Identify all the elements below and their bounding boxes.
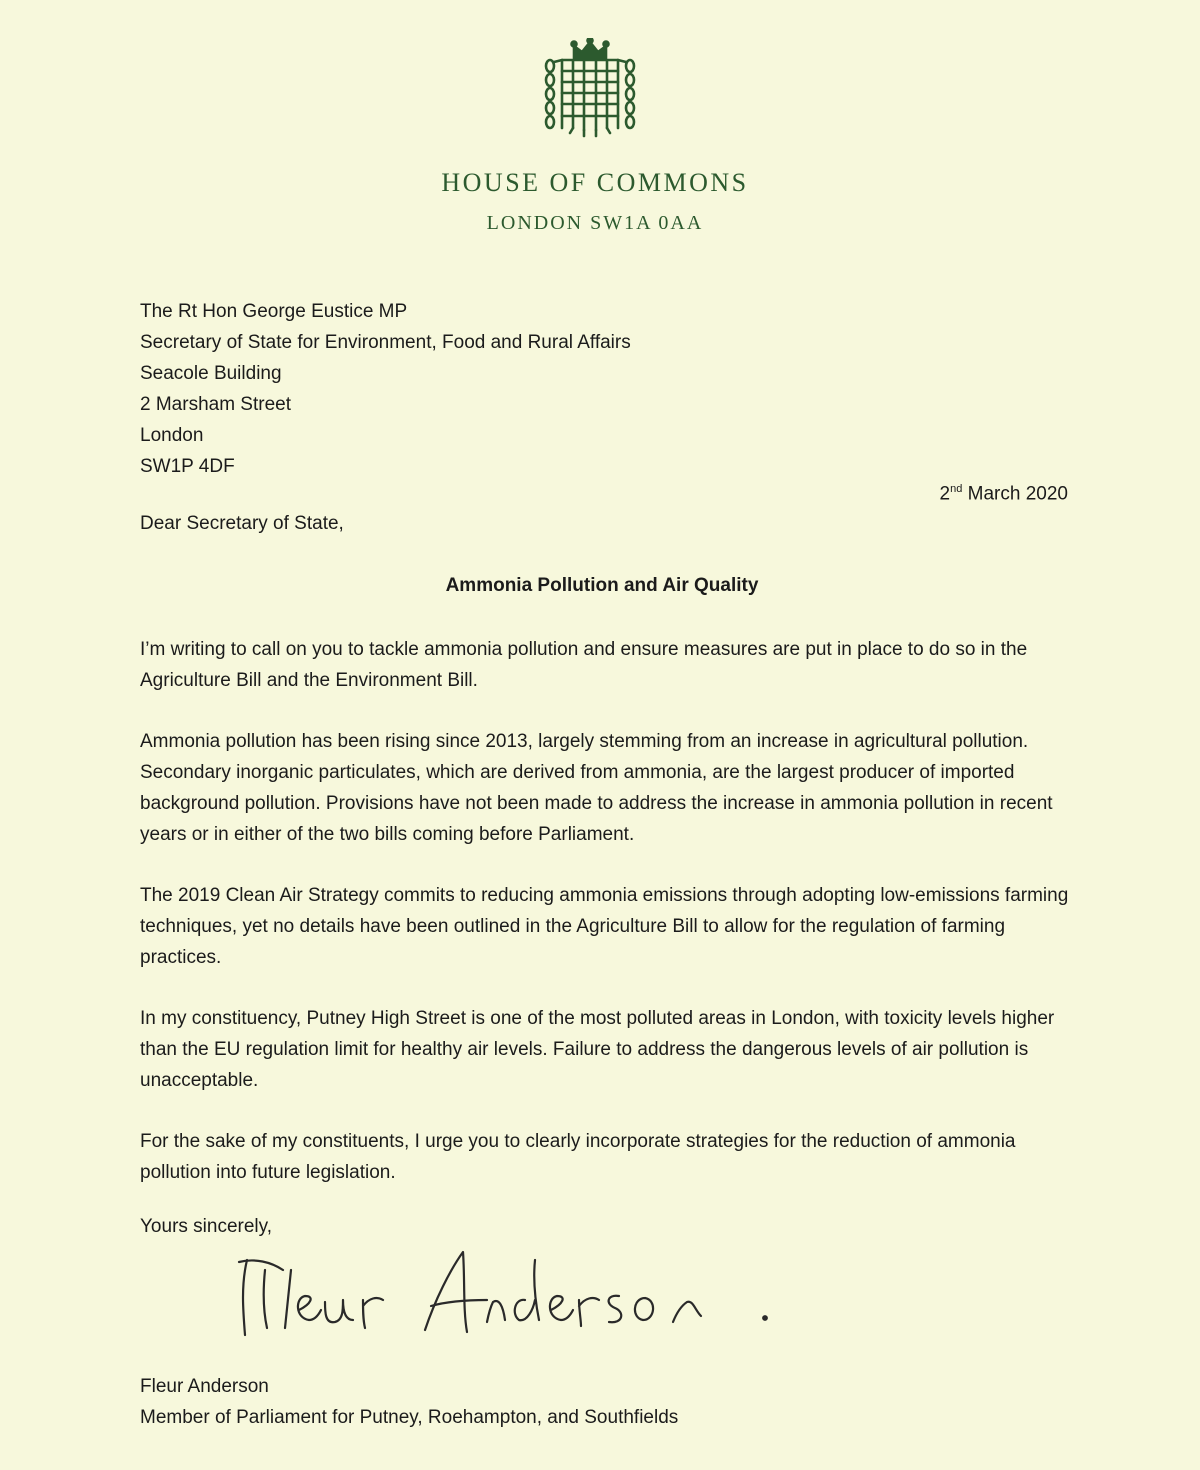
recipient-line: Secretary of State for Environment, Food and Rural Affairs xyxy=(140,332,631,353)
signer-block xyxy=(140,1371,678,1433)
recipient-address xyxy=(140,296,631,482)
recipient-line: Seacole Building xyxy=(140,363,282,384)
recipient-line: The Rt Hon George Eustice MP xyxy=(140,301,408,322)
signer-name: Fleur Anderson xyxy=(140,1376,269,1397)
letter-body xyxy=(140,634,1070,1218)
body-paragraph: I’m writing to call on you to tackle ammonia pollution and ensure measures are put in place to do so in the Agriculture Bill and the Environment Bill. xyxy=(140,639,1028,691)
closing: Yours sincerely, xyxy=(140,1216,273,1237)
letter-subject: Ammonia Pollution and Air Quality xyxy=(445,575,759,596)
letter-date xyxy=(940,483,1068,505)
letterhead-organisation: HOUSE OF COMMONS xyxy=(441,168,749,197)
handwritten-signature xyxy=(225,1240,785,1350)
date-day: 2 xyxy=(939,483,951,505)
body-paragraph: For the sake of my constituents, I urge you to clearly incorporate strategies for the reduction of ammonia pollution into future legislation. xyxy=(140,1131,1016,1183)
signer-title: Member of Parliament for Putney, Roehampton, and Southfields xyxy=(140,1407,679,1428)
body-paragraph: In my constituency, Putney High Street is one of the most polluted areas in London, with toxicity levels higher than the EU regulation limit for healthy air levels. Failure to address the dangerous levels of air pollution is unacceptable. xyxy=(140,1008,1055,1091)
body-paragraph: Ammonia pollution has been rising since 2013, largely stemming from an increase in agricultural pollution. Secondary inorganic particulates, which are derived from ammonia, are the largest producer of imported background pollution. Provisions have not been made to address the increase in ammonia pollution in recent years or in either of the two bills coming before Parliament. xyxy=(140,731,1053,845)
recipient-line: 2 Marsham Street xyxy=(140,394,291,415)
body-paragraph: The 2019 Clean Air Strategy commits to reducing ammonia emissions through adopting low-emissions farming techniques, yet no details have been outlined in the Agriculture Bill to allow for the regulation of farming practices. xyxy=(140,885,1069,968)
letterhead-address: LONDON SW1A 0AA xyxy=(486,212,704,234)
recipient-line: London xyxy=(140,425,204,446)
date-suffix: nd xyxy=(950,483,963,495)
date-month-year: March 2020 xyxy=(962,483,1068,505)
salutation: Dear Secretary of State, xyxy=(140,513,344,534)
recipient-line: SW1P 4DF xyxy=(140,456,235,477)
portcullis-icon xyxy=(540,38,640,140)
